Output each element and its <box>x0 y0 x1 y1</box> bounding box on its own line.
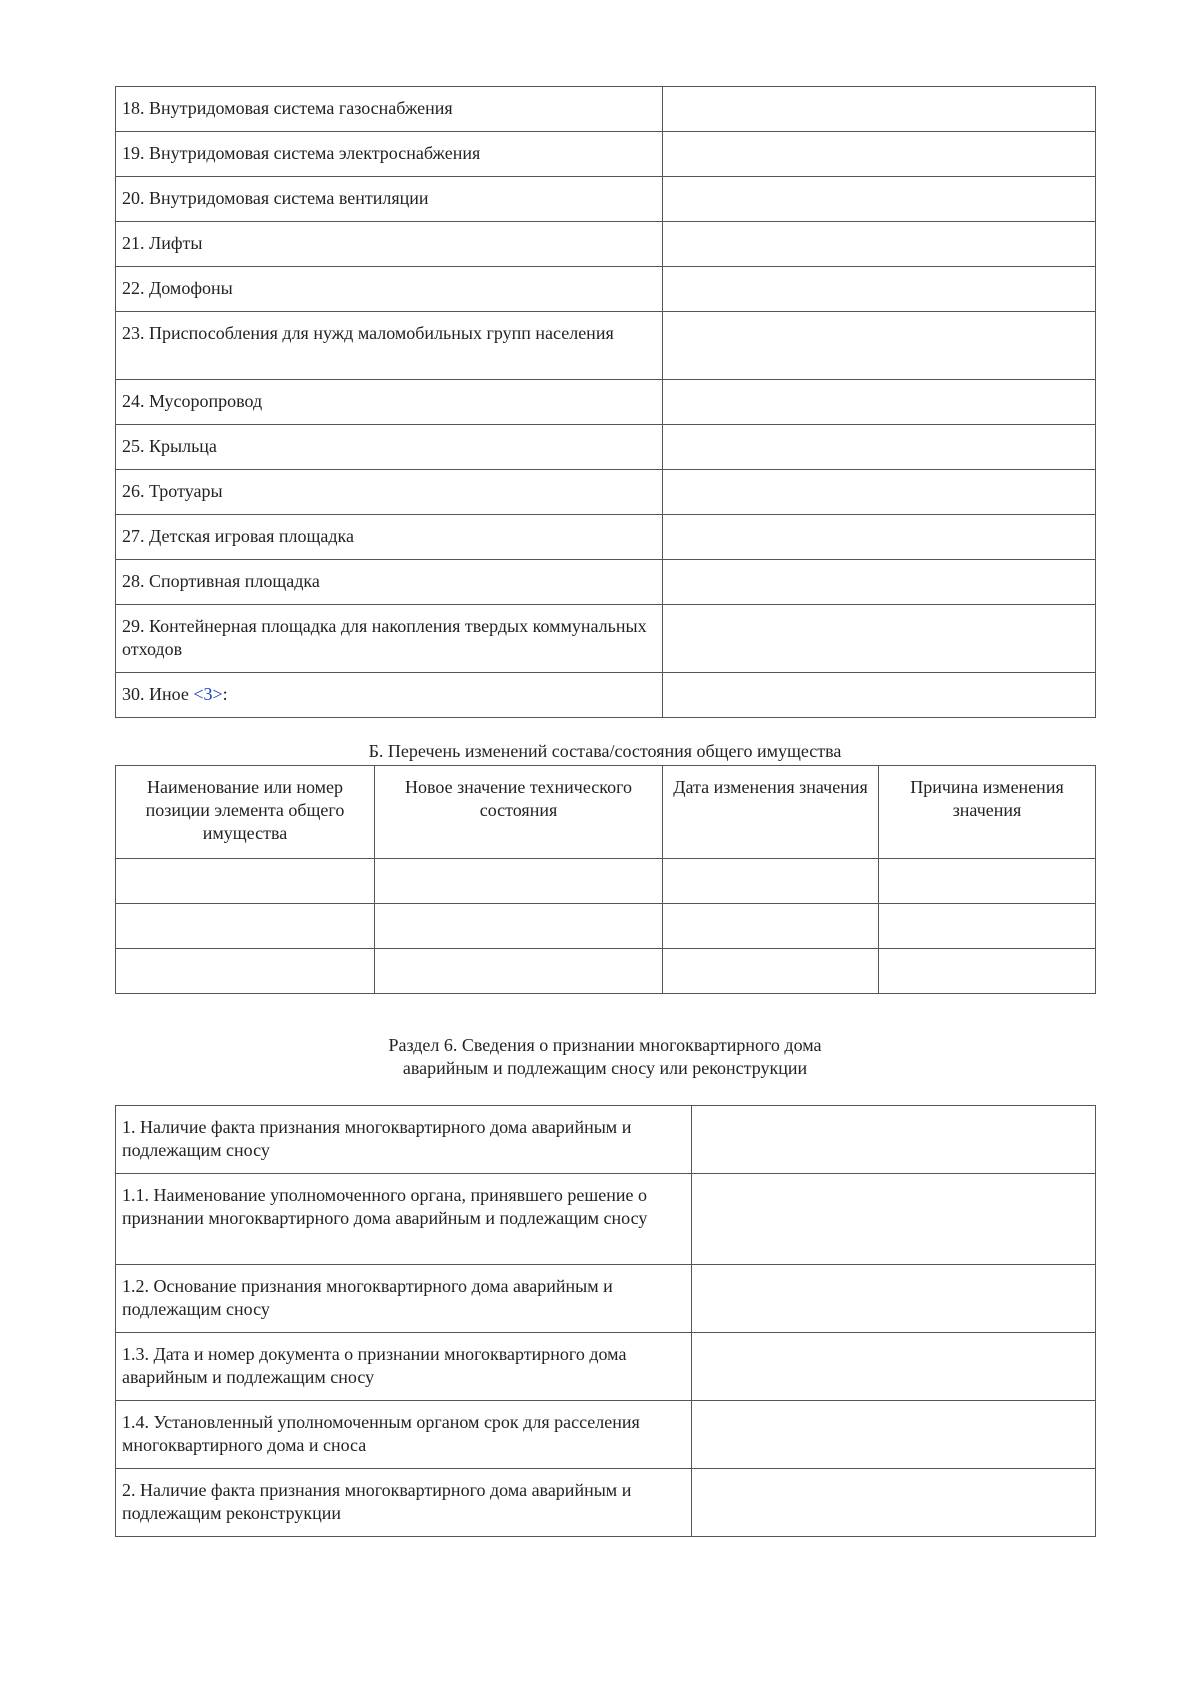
table-row <box>116 949 1096 994</box>
table-cell[interactable] <box>879 859 1096 904</box>
item-label: 1.4. Установленный уполномоченным органом срок для расселения многоквартирного дома и сноса <box>116 1401 692 1469</box>
table-cell[interactable] <box>116 859 375 904</box>
footnote-link[interactable]: <3> <box>193 684 223 704</box>
table-row <box>116 1469 1096 1537</box>
item-label: 18. Внутридомовая система газоснабжения <box>116 87 663 132</box>
table-row <box>116 132 1096 177</box>
item-label: 21. Лифты <box>116 222 663 267</box>
item-value-cell[interactable] <box>692 1401 1096 1469</box>
table-row <box>116 1174 1096 1265</box>
item-label: 26. Тротуары <box>116 470 663 515</box>
item-label: 20. Внутридомовая система вентиляции <box>116 177 663 222</box>
item-value-cell[interactable] <box>663 87 1096 132</box>
item-value-cell[interactable] <box>663 560 1096 605</box>
table-header-row <box>116 766 1096 859</box>
item-label: 22. Домофоны <box>116 267 663 312</box>
table-cell[interactable] <box>375 949 663 994</box>
item-value-cell[interactable] <box>663 222 1096 267</box>
item-value-cell[interactable] <box>663 267 1096 312</box>
other-label: 30. Иное <box>122 684 189 704</box>
table-cell[interactable] <box>116 949 375 994</box>
section6-title <box>115 1034 1095 1080</box>
section6-title-line: Раздел 6. Сведения о признании многоквартирного дома <box>388 1035 822 1055</box>
table-row <box>116 673 1096 718</box>
table-row <box>116 87 1096 132</box>
item-label: 2. Наличие факта признания многоквартирного дома аварийным и подлежащим реконструкции <box>116 1469 692 1537</box>
table-cell[interactable] <box>116 904 375 949</box>
item-label: 28. Спортивная площадка <box>116 560 663 605</box>
table-row <box>116 859 1096 904</box>
table-row <box>116 380 1096 425</box>
item-value-cell[interactable] <box>663 425 1096 470</box>
table-row <box>116 560 1096 605</box>
table-cell[interactable] <box>879 949 1096 994</box>
item-label: 27. Детская игровая площадка <box>116 515 663 560</box>
item-value-cell[interactable] <box>692 1333 1096 1401</box>
table-row <box>116 1106 1096 1174</box>
changes-caption: Б. Перечень изменений состава/состояния общего имущества <box>368 741 842 761</box>
item-value-cell[interactable] <box>692 1106 1096 1174</box>
item-label: 1.3. Дата и номер документа о признании многоквартирного дома аварийным и подлежащим сносу <box>116 1333 692 1401</box>
emergency-status-table <box>115 1105 1096 1537</box>
item-label: 1. Наличие факта признания многоквартирного дома аварийным и подлежащим сносу <box>116 1106 692 1174</box>
table-row <box>116 515 1096 560</box>
table-row <box>116 904 1096 949</box>
item-value-cell[interactable] <box>663 605 1096 673</box>
item-value-cell[interactable] <box>663 132 1096 177</box>
item-label: 24. Мусоропровод <box>116 380 663 425</box>
item-label: 1.2. Основание признания многоквартирного дома аварийным и подлежащим сносу <box>116 1265 692 1333</box>
item-value-cell[interactable] <box>663 380 1096 425</box>
table-row <box>116 425 1096 470</box>
item-value-cell[interactable] <box>663 312 1096 380</box>
table-cell[interactable] <box>879 904 1096 949</box>
item-label: 19. Внутридомовая система электроснабжения <box>116 132 663 177</box>
item-label: 1.1. Наименование уполномоченного органа, принявшего решение о признании многоквартирного дома аварийным и подлежащим сносу <box>116 1174 692 1265</box>
item-label: 23. Приспособления для нужд маломобильных групп населения <box>116 312 663 380</box>
table-row <box>116 1401 1096 1469</box>
table-cell[interactable] <box>375 904 663 949</box>
changes-table <box>115 765 1096 994</box>
common-property-table <box>115 86 1096 718</box>
table-row <box>116 1333 1096 1401</box>
table-cell[interactable] <box>663 859 879 904</box>
table-row <box>116 267 1096 312</box>
section6-title-line: аварийным и подлежащим сносу или реконструкции <box>402 1058 808 1078</box>
table-cell[interactable] <box>375 859 663 904</box>
item-label: 25. Крыльца <box>116 425 663 470</box>
column-header: Причина изменения значения <box>879 766 1096 859</box>
other-suffix: : <box>222 684 228 704</box>
item-value-cell[interactable] <box>663 515 1096 560</box>
column-header: Новое значение технического состояния <box>375 766 663 859</box>
item-value-cell[interactable] <box>663 470 1096 515</box>
item-value-cell[interactable] <box>663 177 1096 222</box>
column-header: Дата изменения значения <box>663 766 879 859</box>
item-value-cell[interactable] <box>692 1174 1096 1265</box>
item-value-cell[interactable] <box>692 1469 1096 1537</box>
table-cell[interactable] <box>663 904 879 949</box>
table-row <box>116 222 1096 267</box>
table-row <box>116 470 1096 515</box>
item-label: 29. Контейнерная площадка для накопления твердых коммунальных отходов <box>116 605 663 673</box>
table-row <box>116 605 1096 673</box>
table-row <box>116 177 1096 222</box>
item-label-other <box>116 673 663 718</box>
column-header: Наименование или номер позиции элемента общего имущества <box>116 766 375 859</box>
item-value-cell[interactable] <box>692 1265 1096 1333</box>
table-row <box>116 1265 1096 1333</box>
table-row <box>116 312 1096 380</box>
table-cell[interactable] <box>663 949 879 994</box>
item-value-cell[interactable] <box>663 673 1096 718</box>
